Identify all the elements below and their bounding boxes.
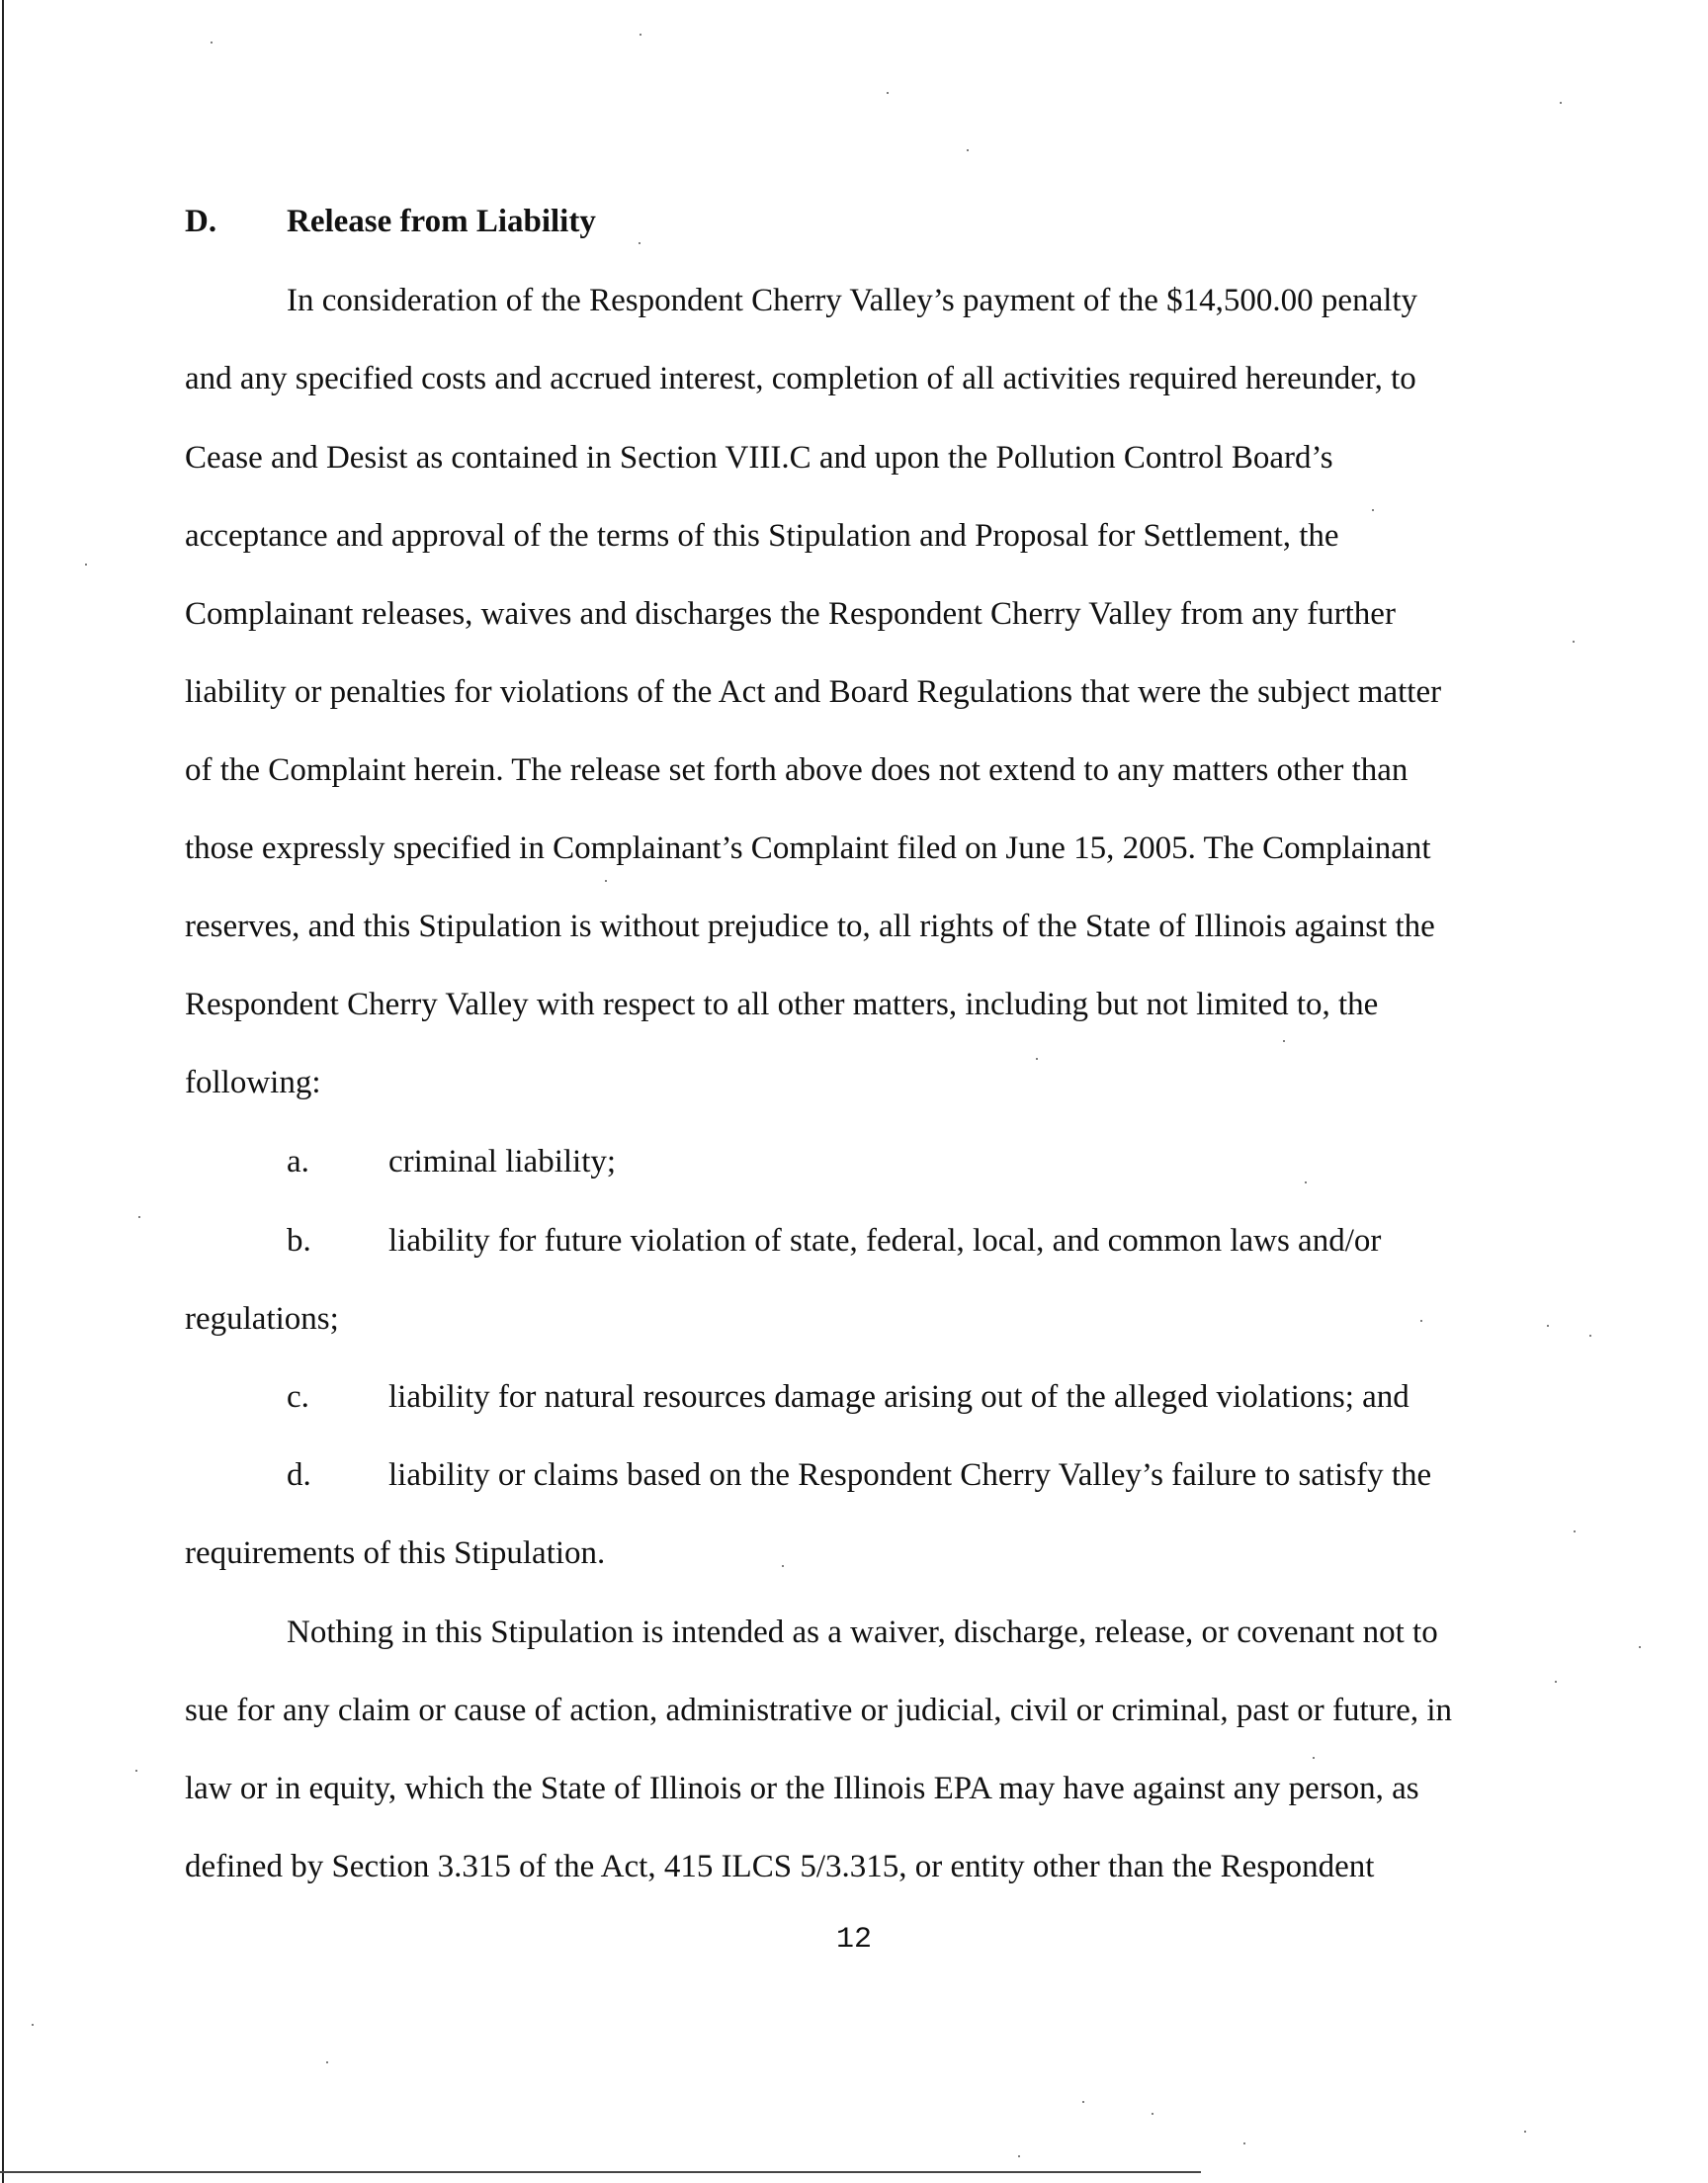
paragraph-line: law or in equity, which the State of Illinois or the Illinois EPA may have against any person, as [185,1771,1419,1806]
paragraph-line: reserves, and this Stipulation is without prejudice to, all rights of the State of Illinois against the [185,909,1435,944]
scan-speck [1524,2131,1526,2133]
paragraph-line: and any specified costs and accrued interest, completion of all activities required hereunder, to [185,361,1416,396]
list-item-continuation: regulations; [185,1301,339,1337]
list-item-text: liability for natural resources damage arising out of the alleged violations; and [388,1379,1409,1415]
scan-left-edge [2,0,4,2183]
paragraph-line: Nothing in this Stipulation is intended as a waiver, discharge, release, or covenant not to [287,1615,1438,1650]
scan-speck [967,149,969,151]
list-item-text: criminal liability; [388,1144,617,1179]
paragraph-line: defined by Section 3.315 of the Act, 415 ILCS 5/3.315, or entity other than the Respondent [185,1849,1375,1884]
paragraph-line: Cease and Desist as contained in Section VIII.C and upon the Pollution Control Board’s [185,440,1333,476]
scan-speck [1560,102,1562,104]
list-item-letter: a. [287,1144,309,1179]
paragraph-line: those expressly specified in Complainant’s Complaint filed on June 15, 2005. The Complainant [185,830,1431,866]
scan-speck [1639,1646,1641,1648]
scan-speck [1574,1530,1576,1532]
paragraph-line: sue for any claim or cause of action, administrative or judicial, civil or criminal, past or future, in [185,1693,1453,1728]
scan-speck [1036,1058,1038,1060]
paragraph-line: following: [185,1065,321,1100]
scan-speck [1420,1320,1422,1322]
scan-speck [1243,2142,1245,2144]
paragraph-line: Complainant releases, waives and discharges the Respondent Cherry Valley from any further [185,596,1396,632]
list-item-text: liability or claims based on the Respondent Cherry Valley’s failure to satisfy the [388,1457,1432,1493]
scan-speck [1555,1681,1557,1683]
scan-speck [1372,509,1374,511]
scan-speck [1283,1040,1285,1042]
list-item-text: liability for future violation of state, federal, local, and common laws and/or [388,1223,1382,1259]
section-title: Release from Liability [287,204,596,239]
scan-speck [640,34,641,36]
scan-bottom-edge [0,2171,1201,2173]
scan-speck [639,242,640,244]
paragraph-line: acceptance and approval of the terms of this Stipulation and Proposal for Settlement, the [185,518,1339,554]
scan-speck [605,880,607,882]
scan-speck [1313,1757,1315,1759]
scan-speck [1589,1335,1591,1337]
scan-speck [1305,1181,1307,1183]
scan-speck [1082,2101,1084,2103]
paragraph-line: In consideration of the Respondent Cherry Valley’s payment of the $14,500.00 penalty [287,283,1418,318]
list-item-letter: b. [287,1223,311,1259]
paragraph-line: liability or penalties for violations of the Act and Board Regulations that were the subject matter [185,674,1442,710]
page-number: 12 [835,1923,872,1957]
scan-speck [85,564,87,566]
paragraph-line: Respondent Cherry Valley with respect to all other matters, including but not limited to, the [185,987,1379,1022]
scan-speck [326,2061,328,2063]
scan-speck [211,42,213,44]
scan-speck [32,2024,34,2026]
scan-speck [135,1770,137,1772]
scan-speck [887,92,889,94]
section-letter: D. [185,204,217,239]
list-item-letter: d. [287,1457,311,1493]
scan-speck [782,1565,784,1567]
list-item-continuation: requirements of this Stipulation. [185,1535,606,1571]
scan-speck [138,1216,140,1218]
scan-speck [1547,1325,1549,1327]
scan-speck [1018,2155,1020,2157]
list-item-letter: c. [287,1379,309,1415]
scan-speck [1573,641,1575,643]
scan-speck [1152,2113,1153,2115]
paragraph-line: of the Complaint herein. The release set forth above does not extend to any matters other than [185,752,1409,788]
